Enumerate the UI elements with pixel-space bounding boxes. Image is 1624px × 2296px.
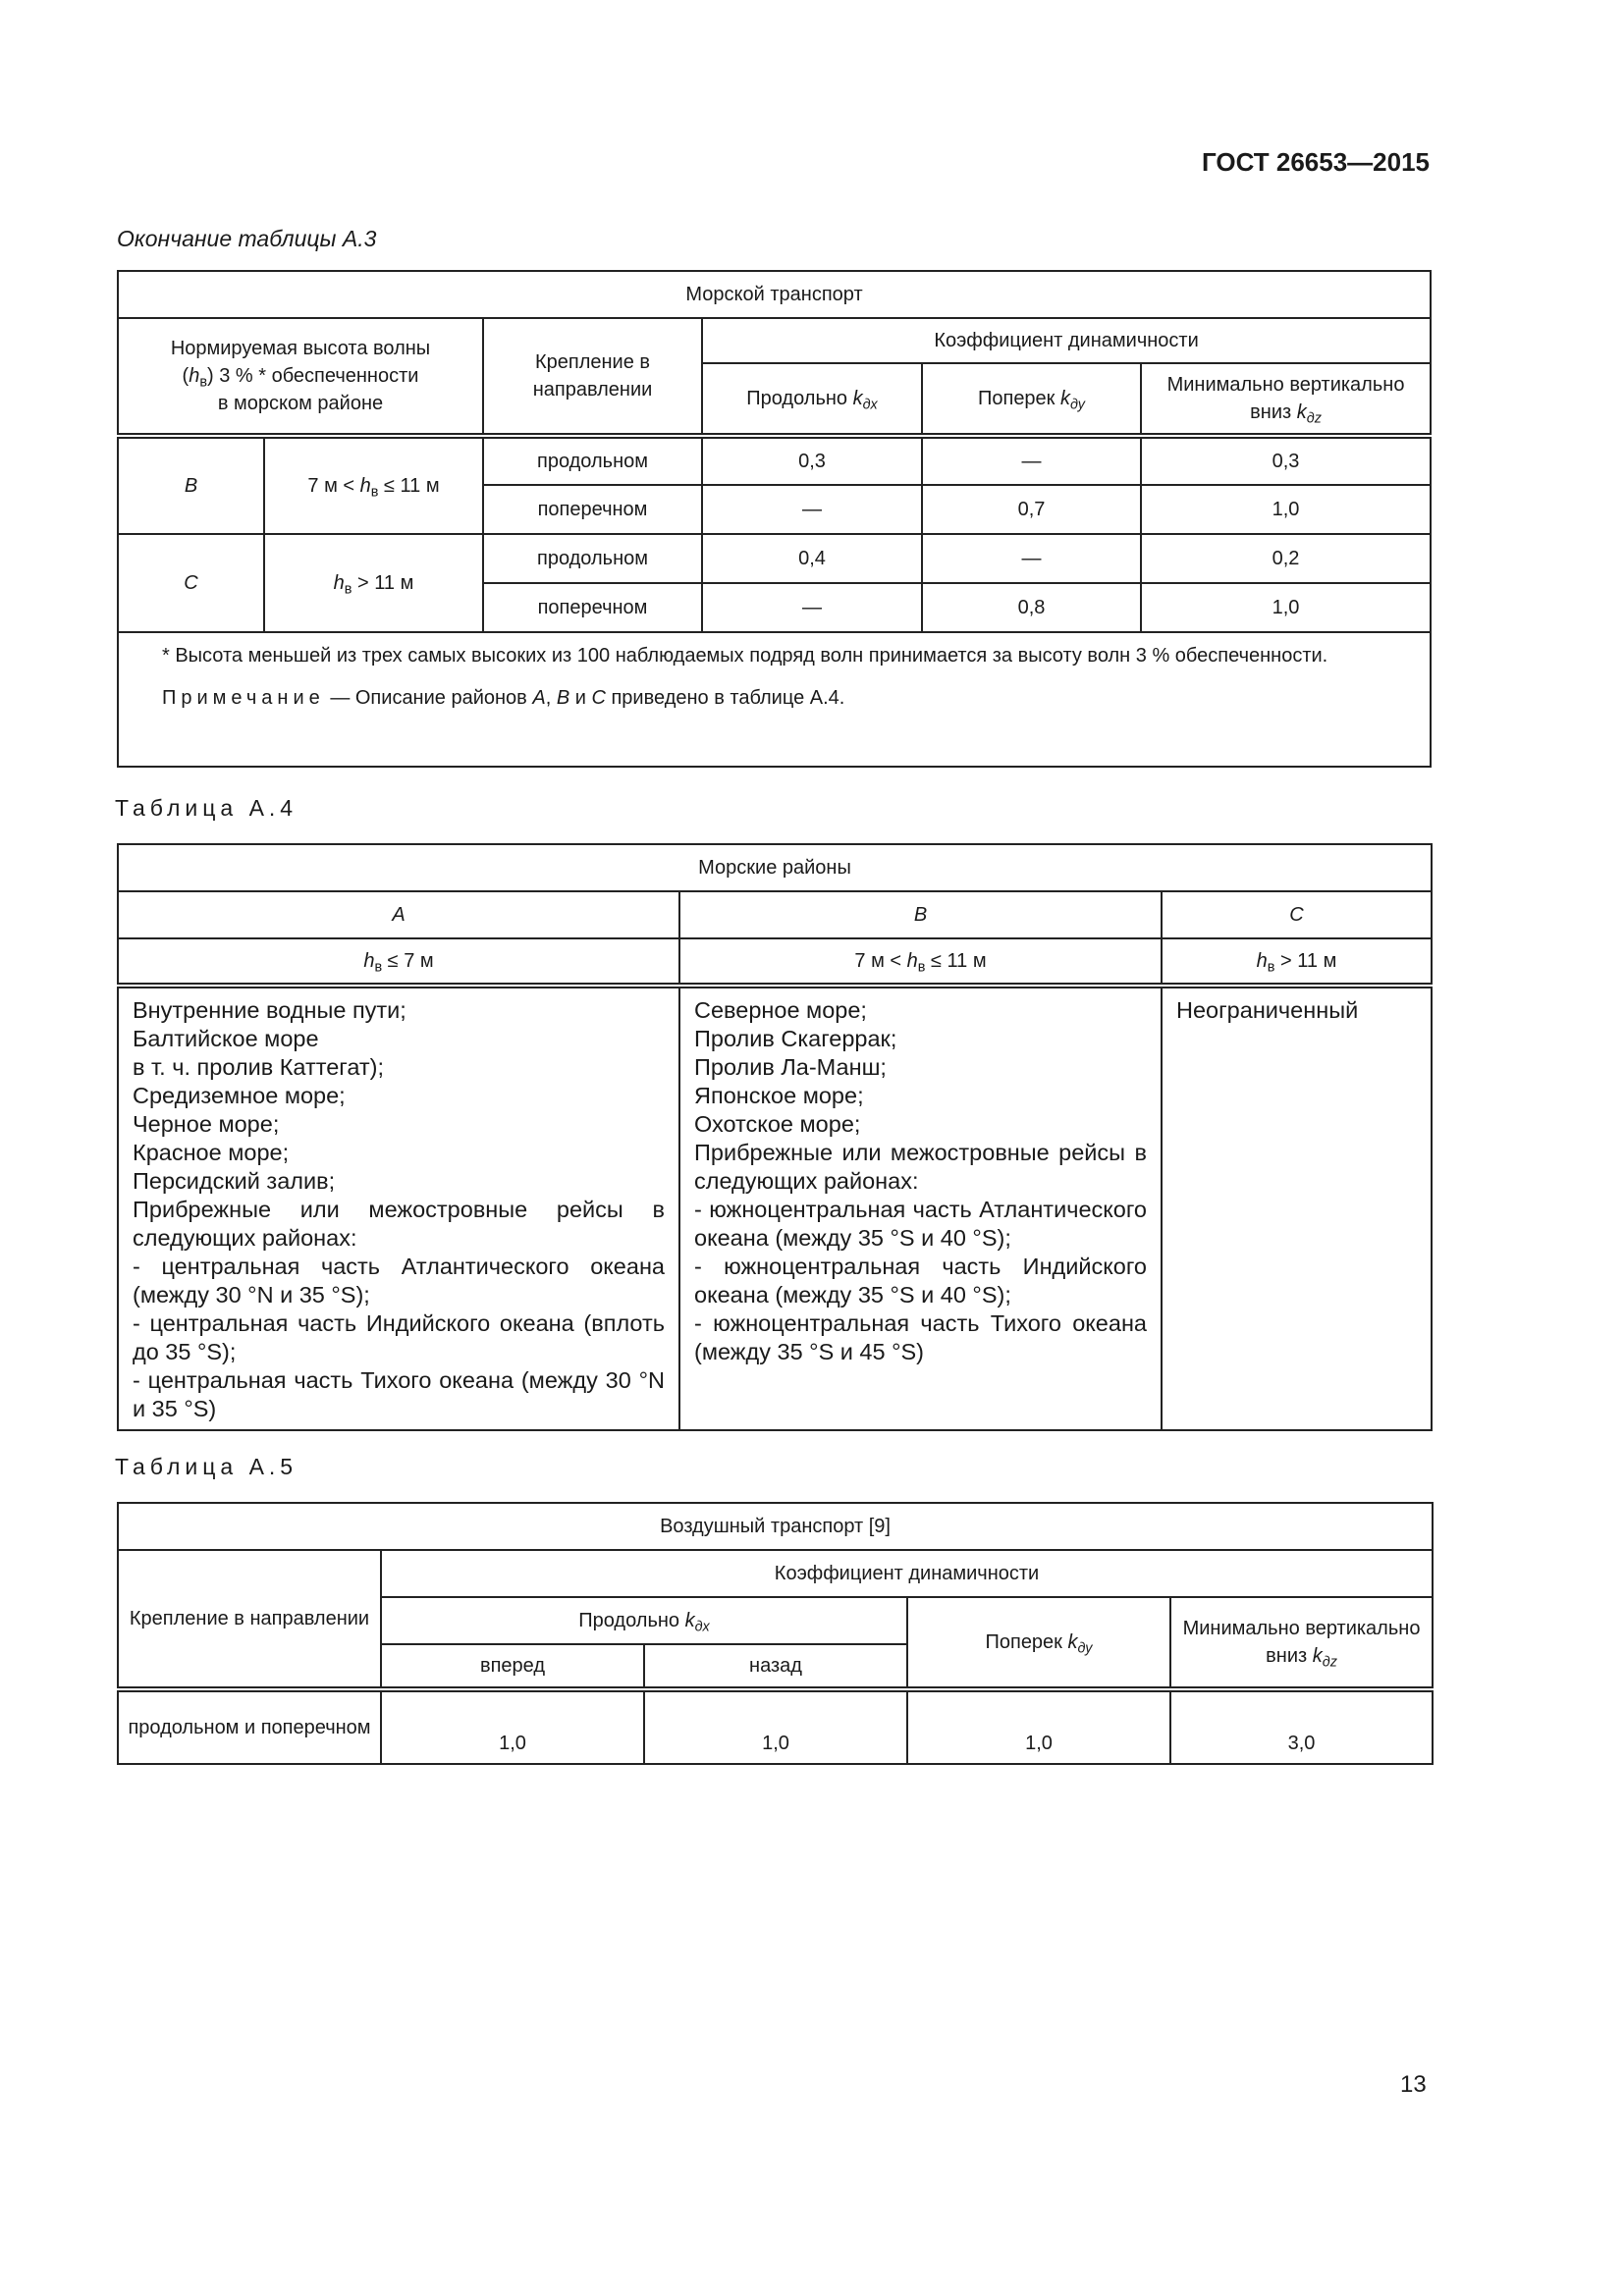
table-a4 — [117, 843, 1433, 1431]
list-item: Персидский залив; — [133, 1168, 336, 1194]
table-a4-title: Морские районы — [118, 844, 1432, 891]
list-item: Неограниченный — [1176, 997, 1359, 1023]
condition-cell: $h_в > 11$ м — [264, 534, 483, 632]
header-longitudinal: Продольно $k_{дх}$ — [381, 1597, 907, 1644]
table-a3-title: Морской транспорт — [118, 271, 1431, 318]
header-vertical-min: Минимально вертикально вниз $k_{дz}$ — [1170, 1597, 1433, 1689]
value-cell: 1,0 — [1141, 485, 1431, 534]
value-cell: 1,0 — [907, 1689, 1170, 1764]
direction-cell: поперечном — [483, 485, 702, 534]
list-item: Северное море; — [694, 997, 867, 1023]
value-cell: — — [922, 534, 1141, 583]
condition-cell: 7 $м < h_в \le 11$ м — [264, 436, 483, 534]
table-a4-caption: Таблица А.4 — [115, 795, 298, 821]
header-forward: вперед — [381, 1644, 644, 1689]
list-item: Японское море; — [694, 1083, 864, 1108]
header-backward: назад — [644, 1644, 907, 1689]
list-item: - центральная часть Индийского океана (вплоть до 35 °S); — [133, 1310, 665, 1364]
value-cell: 0,4 — [702, 534, 922, 583]
list-item: - центральная часть Атлантического океана (между 30 °N и 35 °S); — [133, 1254, 665, 1308]
column-header-b: B — [679, 891, 1162, 938]
direction-cell: поперечном — [483, 583, 702, 632]
region-cell: B — [118, 436, 264, 534]
list-item: Красное море; — [133, 1140, 290, 1165]
header-mount-direction: Крепление в направлении — [483, 318, 702, 436]
footnote: * Высота меньшей из трех самых высоких из 100 наблюдаемых подряд волн принимается за высоту волн 3 % обеспеченности. — [162, 645, 1328, 667]
table-a5 — [117, 1502, 1434, 1765]
column-header-a: A — [118, 891, 679, 938]
header-transverse: Поперек $k_{ду}$ — [907, 1597, 1170, 1689]
direction-cell: продольном — [483, 534, 702, 583]
table-a3-notes — [118, 632, 1431, 767]
table-a3 — [117, 270, 1432, 768]
list-item: - южноцентральная часть Индийского океана (между 35 °S и 40 °S); — [694, 1254, 1147, 1308]
value-cell: — — [702, 583, 922, 632]
header-wave-height: Нормируемая высота волны $(h_в)$ 3 % * обеспеченности в морском районе — [118, 318, 483, 436]
header-transverse: Поперек $k_{ду}$ — [922, 363, 1141, 436]
list-item: Черное море; — [133, 1111, 280, 1137]
list-item: - южноцентральная часть Атлантического океана (между 35 °S и 40 °S); — [694, 1197, 1147, 1251]
column-header-c: C — [1162, 891, 1432, 938]
value-cell: 3,0 — [1170, 1689, 1433, 1764]
value-cell: 1,0 — [1141, 583, 1431, 632]
value-cell: 1,0 — [644, 1689, 907, 1764]
list-item: Прибрежные или межостровные рейсы в следующих районах: — [694, 1140, 1147, 1194]
value-cell: 0,8 — [922, 583, 1141, 632]
region-cell: C — [118, 534, 264, 632]
note: Примечание — Описание районов А, В и С приведено в таблице А.4. — [162, 687, 845, 709]
condition-c: $h_в > 11$ м — [1162, 938, 1432, 986]
header-mount-direction: Крепление в направлении — [118, 1550, 381, 1689]
direction-cell: продольном — [483, 436, 702, 485]
list-item: Пролив Скагеррак; — [694, 1026, 897, 1051]
direction-cell: продольном и поперечном — [118, 1689, 381, 1764]
header-vertical-min: Минимально вертикально вниз $k_{дz}$ — [1141, 363, 1431, 436]
document-code: ГОСТ 26653—2015 — [1202, 147, 1430, 177]
list-item: Балтийское море — [133, 1026, 319, 1051]
condition-a: $h_в \le 7$ м — [118, 938, 679, 986]
list-item: - центральная часть Тихого океана (между 30 °N и 35 °S) — [133, 1367, 665, 1421]
list-item: Охотское море; — [694, 1111, 861, 1137]
list-item: Прибрежные или межостровные рейсы в следующих районах: — [133, 1197, 665, 1251]
value-cell: 0,2 — [1141, 534, 1431, 583]
condition-b: 7 $м < h_в \le 11$ м — [679, 938, 1162, 986]
page-number: 13 — [1400, 2071, 1427, 2098]
value-cell: — — [922, 436, 1141, 485]
header-dynamic-coefficient: Коэффициент динамичности — [381, 1550, 1433, 1597]
region-c-list — [1162, 986, 1432, 1430]
list-item: - южноцентральная часть Тихого океана (между 35 °S и 45 °S) — [694, 1310, 1147, 1364]
region-b-list — [679, 986, 1162, 1430]
table-a5-title: Воздушный транспорт [9] — [118, 1503, 1433, 1550]
region-a-list — [118, 986, 679, 1430]
header-longitudinal: Продольно $k_{дх}$ — [702, 363, 922, 436]
value-cell: — — [702, 485, 922, 534]
value-cell: 0,3 — [702, 436, 922, 485]
table-a3-caption: Окончание таблицы А.3 — [117, 226, 377, 251]
value-cell: 0,3 — [1141, 436, 1431, 485]
list-item: Средиземное море; — [133, 1083, 346, 1108]
header-dynamic-coefficient: Коэффициент динамичности — [702, 318, 1431, 363]
table-a5-caption: Таблица А.5 — [115, 1454, 298, 1479]
list-item: Пролив Ла-Манш; — [694, 1054, 887, 1080]
value-cell: 1,0 — [381, 1689, 644, 1764]
list-item: в т. ч. пролив Каттегат); — [133, 1054, 385, 1080]
value-cell: 0,7 — [922, 485, 1141, 534]
list-item: Внутренние водные пути; — [133, 997, 406, 1023]
